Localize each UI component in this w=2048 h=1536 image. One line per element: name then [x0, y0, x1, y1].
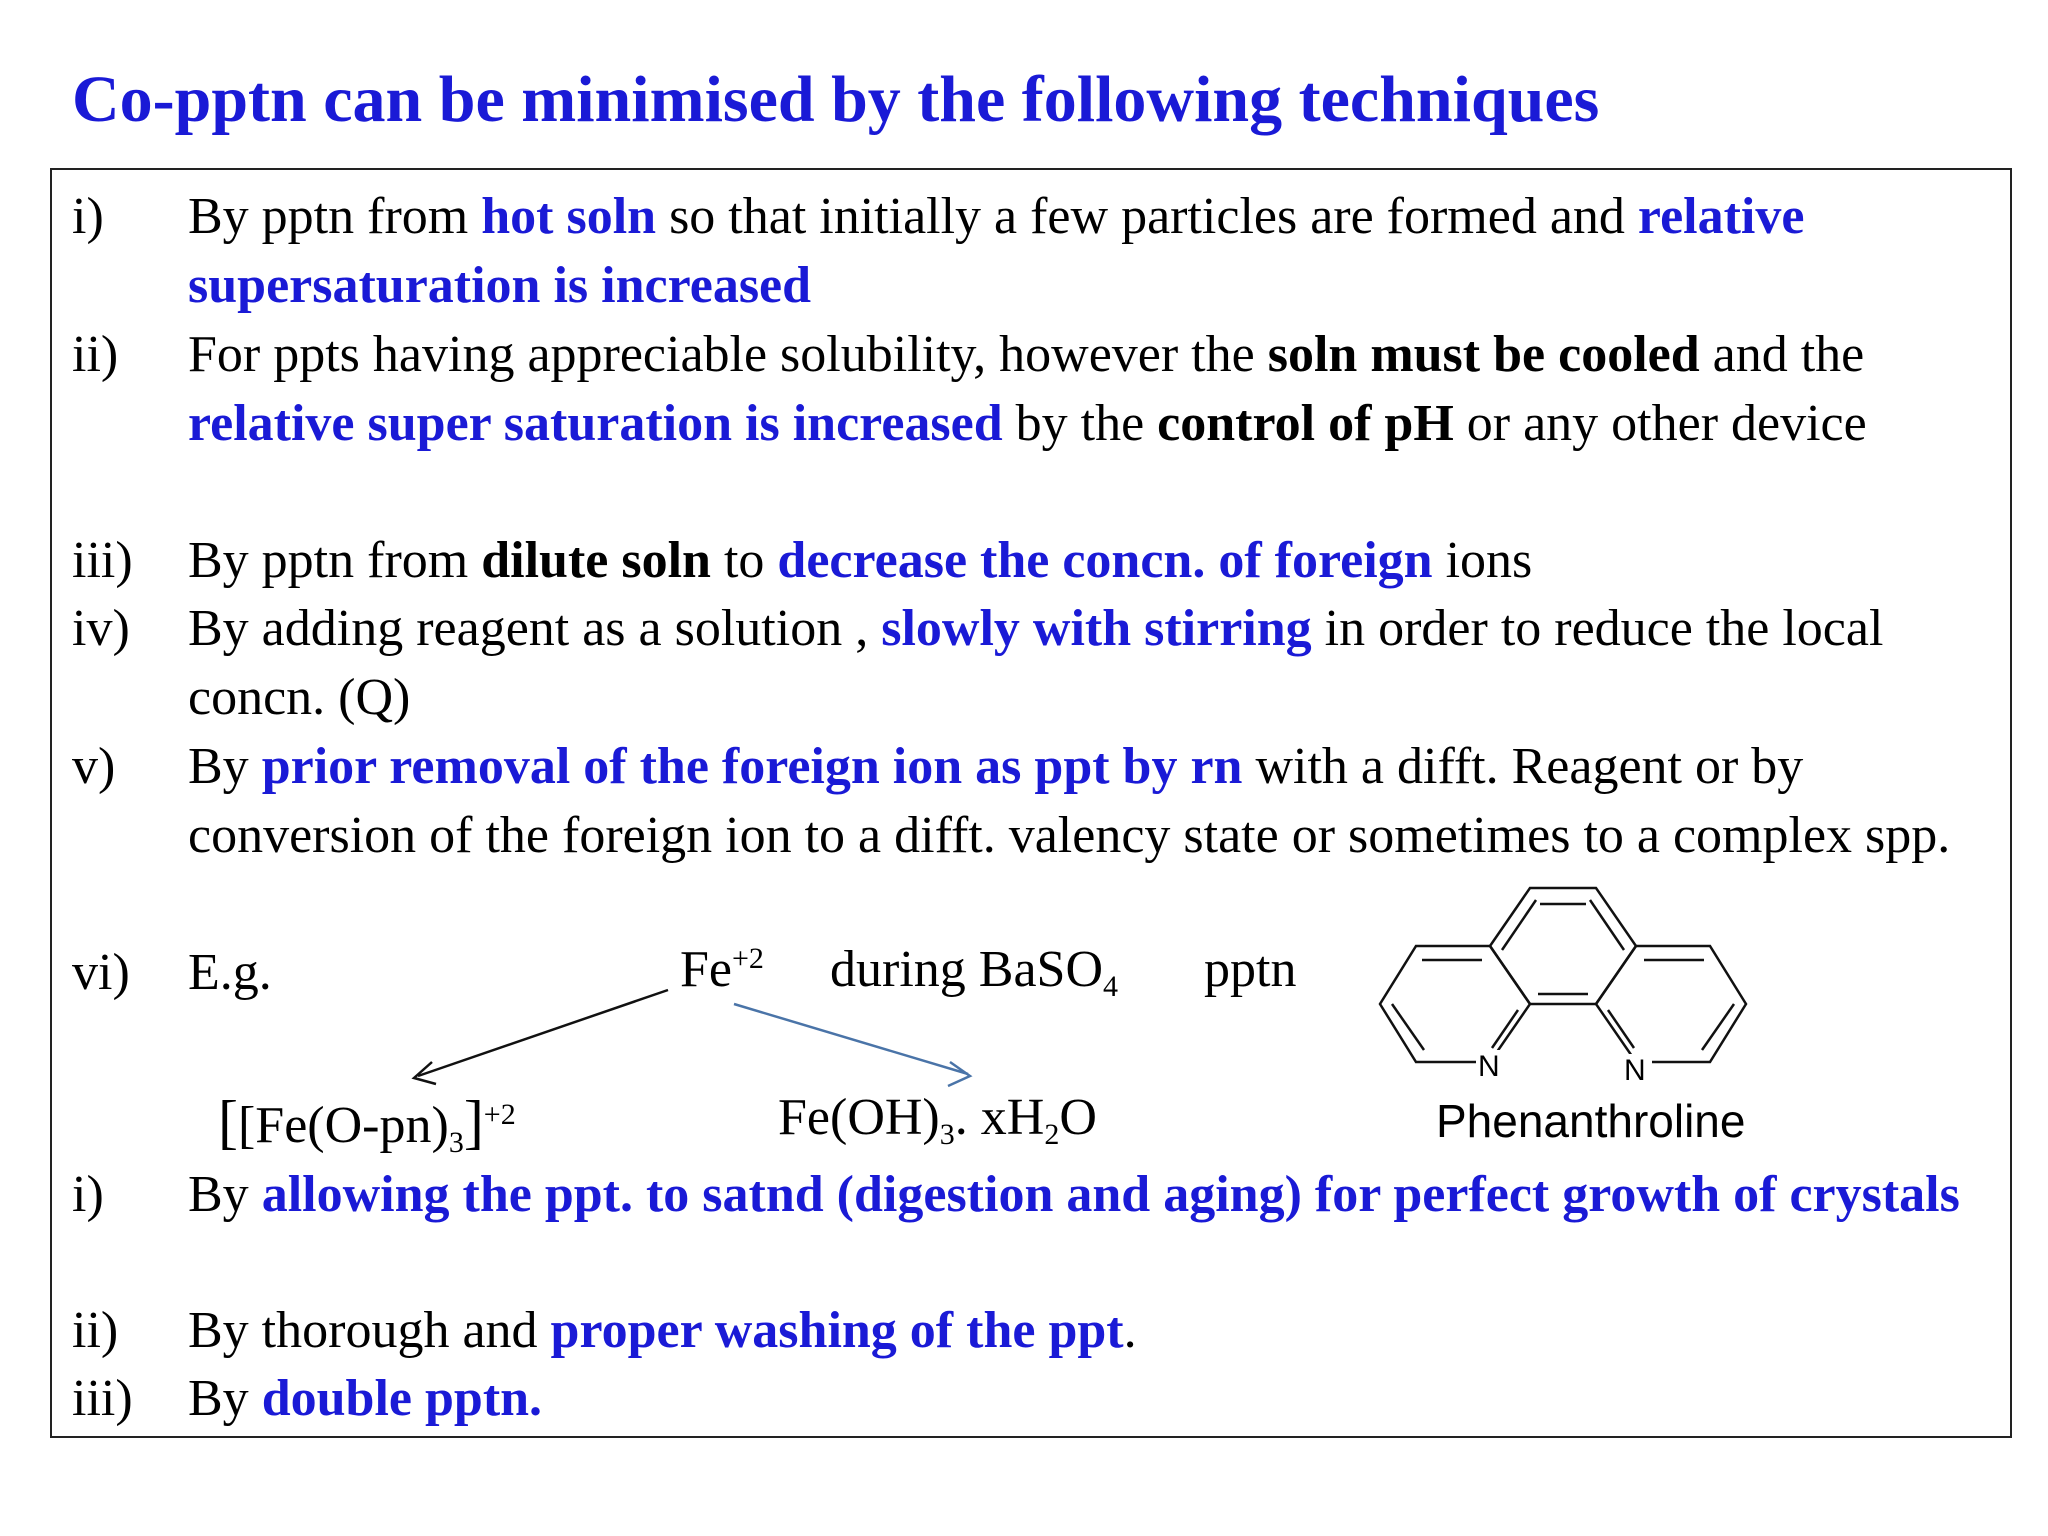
- phenanthroline-structure: [1370, 870, 1750, 1100]
- text-segment: By: [188, 1370, 262, 1427]
- text-segment: For ppts having appreciable solubility, however the: [188, 326, 1268, 383]
- emphasis-segment: slowly with stirring: [881, 600, 1312, 657]
- list-item-number: iii): [72, 532, 133, 589]
- text-segment: By: [188, 738, 262, 795]
- emphasis-segment: proper washing of the ppt: [550, 1302, 1124, 1359]
- list-item-number: iv): [72, 600, 130, 657]
- example-during-baso4: during BaSO$_4$: [830, 941, 1118, 1003]
- phenanthroline-n-right: N: [1624, 1054, 1646, 1087]
- text-segment: .: [1123, 1302, 1137, 1359]
- list-item-number: v): [72, 738, 116, 795]
- text-segment: so that initially a few particles are formed and: [656, 188, 1638, 245]
- text-segment: By pptn from: [188, 532, 482, 589]
- complex-product: [$[Fe(O-pn)_3]^{+2}$: [218, 1089, 516, 1159]
- emphasis-segment: hot soln: [481, 188, 657, 245]
- emphasis-segment: dilute soln: [481, 532, 711, 589]
- hydroxide-product: $Fe(OH)_3$. $xH_2O$: [778, 1089, 1097, 1151]
- emphasis-segment: decrease the concn. of foreign: [777, 532, 1433, 589]
- phenanthroline-label: Phenanthroline: [1436, 1095, 1746, 1147]
- arrow-to-hydroxide-head: [948, 1062, 970, 1086]
- emphasis-segment: soln must be cooled: [1267, 326, 1700, 383]
- text-segment: to: [710, 532, 778, 589]
- emphasis-segment: control of pH: [1157, 395, 1454, 452]
- text-segment: with a difft. Reagent or by conversion of the foreign ion to a difft. valency state or sometimes to a complex spp.: [188, 738, 1951, 864]
- text-segment: By pptn from: [188, 188, 482, 245]
- emphasis-segment: allowing the ppt. to satnd (digestion and aging) for perfect growth of crystals: [261, 1166, 1960, 1223]
- example-pptn: pptn: [1204, 941, 1297, 998]
- list-item-number: vi): [72, 944, 130, 1001]
- list-item-number: iii): [72, 1370, 133, 1427]
- list-item-number: ii): [72, 1302, 119, 1359]
- text-segment: By: [188, 1166, 262, 1223]
- text-segment: by the: [1002, 395, 1158, 452]
- text-segment: or any other device: [1453, 395, 1867, 452]
- phenanthroline-n-left: N: [1478, 1050, 1500, 1083]
- emphasis-segment: prior removal of the foreign ion as ppt by rn: [261, 738, 1243, 795]
- list-item-number: i): [72, 188, 104, 245]
- text-segment: ions: [1432, 532, 1533, 589]
- text-segment: E.g.: [188, 944, 272, 1001]
- arrow-to-hydroxide: [734, 1004, 968, 1074]
- list-item-number: ii): [72, 326, 119, 383]
- emphasis-segment: double pptn.: [261, 1370, 543, 1427]
- list-item-number: i): [72, 1166, 104, 1223]
- text-segment: By adding reagent as a solution ,: [188, 600, 882, 657]
- text-segment: in order to reduce the local concn. (Q): [188, 600, 1884, 726]
- text-segment: and the: [1699, 326, 1865, 383]
- text-segment: By thorough and: [188, 1302, 551, 1359]
- arrow-to-complex: [418, 990, 668, 1076]
- page-title: Co-pptn can be minimised by the following techniques: [72, 63, 1600, 136]
- emphasis-segment: relative super saturation is increased: [188, 395, 1003, 452]
- emphasis-segment: relative supersaturation is increased: [188, 188, 1805, 314]
- example-fe-ion: $Fe^{+2}$: [680, 941, 764, 998]
